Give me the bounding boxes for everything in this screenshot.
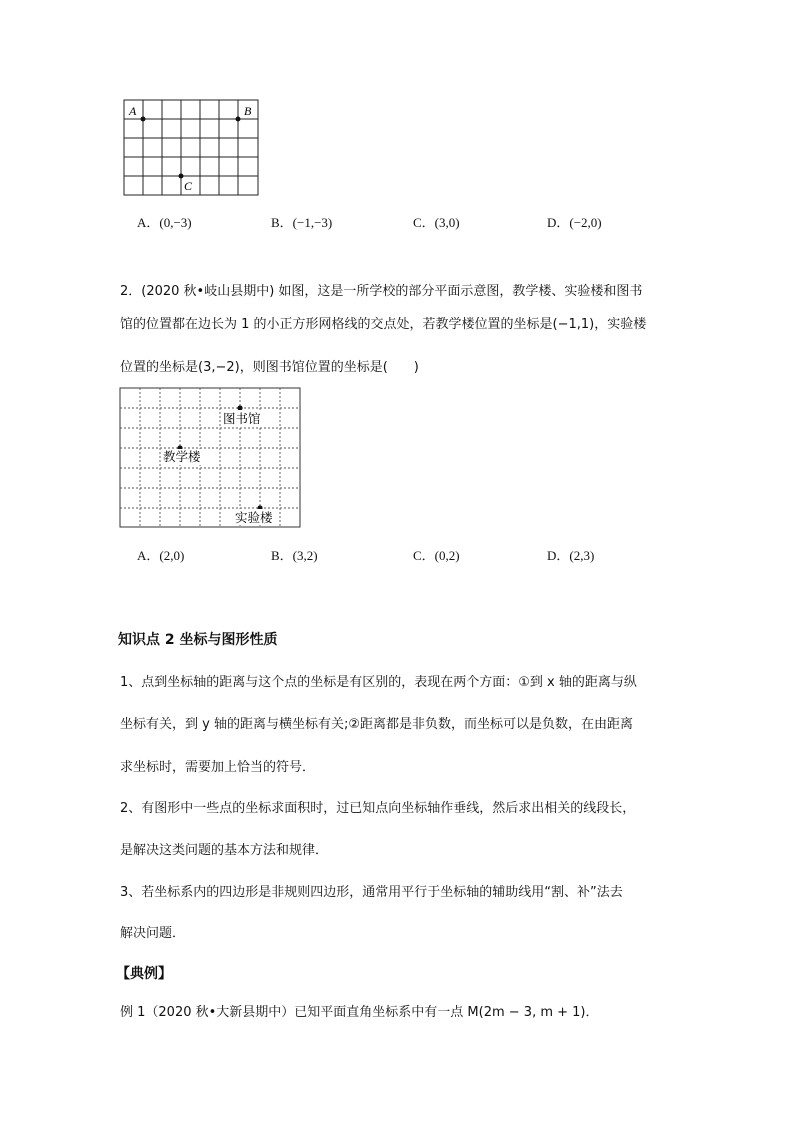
q1-option-a: A．(0,−3) xyxy=(137,215,192,230)
q2-line-1: 2．(2020 秋•岐山县期中) 如图，这是一所学校的部分平面示意图，教学楼、实验楼和图书 xyxy=(120,284,643,299)
point-c xyxy=(179,174,184,179)
label-c: C xyxy=(184,179,193,193)
q1-option-d: D．(−2,0) xyxy=(547,215,602,230)
q2-option-d: D．(2,3) xyxy=(547,548,595,563)
label-b: B xyxy=(244,104,252,118)
point-2-line-1: 2、有图形中一些点的坐标求面积时，过已知点向坐标轴作垂线，然后求出相关的线段长， xyxy=(120,801,636,816)
point-1-line-2: 坐标有关，到 y 轴的距离与横坐标有关;②距离都是非负数，而坐标可以是负数，在由距离 xyxy=(120,717,633,732)
q2-school-map xyxy=(120,388,302,528)
q2-line-2: 馆的位置都在边长为 1 的小正方形网格线的交点处，若教学楼位置的坐标是(−1,1)，实验楼 xyxy=(120,317,647,332)
point-3-line-2: 解决问题． xyxy=(120,926,186,941)
q2-option-b: B．(3,2) xyxy=(271,548,318,563)
point-3-line-1: 3、若坐标系内的四边形是非规则四边形，通常用平行于坐标轴的辅助线用“割、补”法去 xyxy=(120,885,623,900)
lab-building-label: 实验楼 xyxy=(235,510,273,525)
q2-line-3: 位置的坐标是(3,−2)，则图书馆位置的坐标是( ) xyxy=(120,360,419,375)
point-1-line-3: 求坐标时，需要加上恰当的符号． xyxy=(120,760,316,775)
point-1-line-1: 1、点到坐标轴的距离与这个点的坐标是有区别的，表现在两个方面：①到 x 轴的距离与纵 xyxy=(120,675,637,690)
q2-option-c: C．(0,2) xyxy=(413,548,460,563)
q1-grid-figure xyxy=(124,100,260,196)
library-label: 图书馆 xyxy=(223,411,261,426)
point-a xyxy=(141,117,146,122)
point-b xyxy=(236,117,241,122)
example-1-text: 例 1（2020 秋•大新县期中）已知平面直角坐标系中有一点 M(2m − 3, m + 1)． xyxy=(120,1005,599,1020)
teaching-building-label: 教学楼 xyxy=(163,449,201,464)
q2-option-a: A．(2,0) xyxy=(137,548,185,563)
q1-option-b: B．(−1,−3) xyxy=(271,215,333,230)
example-heading: 【典例】 xyxy=(116,966,172,982)
q1-option-c: C．(3,0) xyxy=(413,215,460,230)
label-a: A xyxy=(129,104,137,118)
library-point xyxy=(237,405,242,410)
section-title: 知识点 2 坐标与图形性质 xyxy=(118,632,278,648)
point-2-line-2: 是解决这类问题的基本方法和规律． xyxy=(120,843,329,858)
